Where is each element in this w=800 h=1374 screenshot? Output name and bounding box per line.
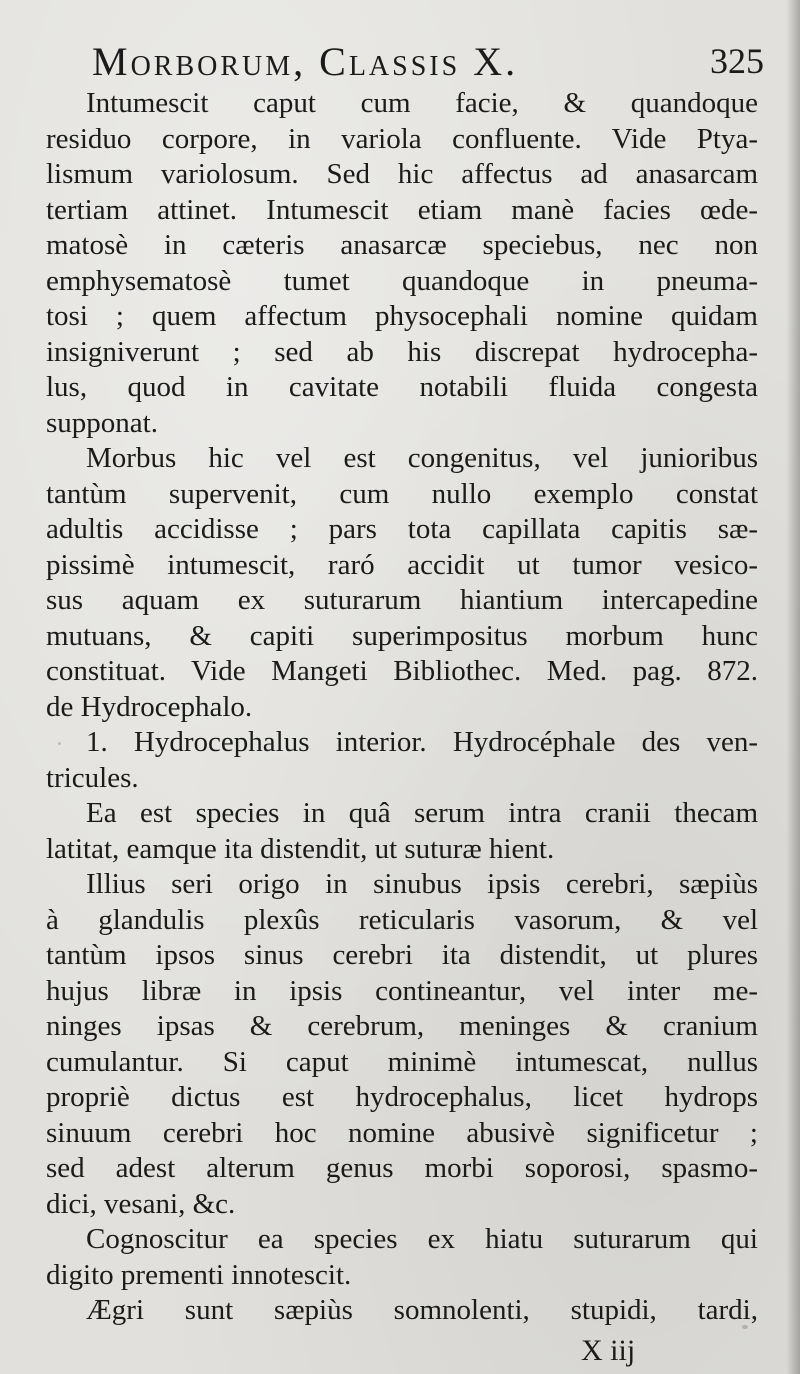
body-text <box>46 86 758 1329</box>
text-line: 1. Hydrocephalus interior. Hydrocéphale des ven- <box>86 726 758 758</box>
text-line: adultis accidisse ; pars tota capillata capitis sæ- <box>46 513 758 545</box>
text-line: supponat. <box>46 406 158 439</box>
text-line: tantùm supervenit, cum nullo exemplo constat <box>46 477 758 510</box>
text-line: Ægri sunt sæpiùs somnolenti, stupidi, tardi, <box>86 1294 758 1326</box>
text-line: digito prementi innotescit. <box>46 1258 352 1291</box>
text-line: Cognoscitur ea species ex hiatu suturarum qui <box>86 1223 758 1255</box>
text-line: Illius seri origo in sinubus ipsis cerebri, sæpiùs <box>86 868 758 900</box>
text-line: matosè in cæteris anasarcæ speciebus, nec non <box>46 229 758 261</box>
text-line: tantùm ipsos sinus cerebri ita distendit, ut plures <box>46 939 758 971</box>
text-line: à glandulis plexûs reticularis vasorum, & vel <box>46 903 758 936</box>
ink-speck <box>58 742 61 745</box>
text-line: Ea est species in quâ serum intra cranii thecam <box>86 797 758 829</box>
text-line: tosi ; quem affectum physocephali nomine quidam <box>46 300 758 332</box>
text-line: emphysematosè tumet quandoque in pneuma- <box>46 264 758 297</box>
text-line: dici, vesani, &c. <box>46 1187 236 1220</box>
text-line: de Hydrocephalo. <box>46 690 253 723</box>
text-line: cumulantur. Si caput minimè intumescat, nullus <box>46 1045 758 1078</box>
text-line: tricules. <box>46 761 139 794</box>
text-line: constituat. Vide Mangeti Bibliothec. Med. pag. 872. <box>46 655 758 687</box>
text-line: latitat, eamque ita distendit, ut suturæ hient. <box>46 832 555 865</box>
text-line: sed adest alterum genus morbi soporosi, spasmo- <box>46 1152 758 1184</box>
text-line: sinuum cerebri hoc nomine abusivè significetur ; <box>46 1116 758 1149</box>
text-line: tertiam attinet. Intumescit etiam manè facies œde- <box>46 193 758 226</box>
signature-mark: X iij <box>581 1334 636 1367</box>
text-line: sus aquam ex suturarum hiantium intercapedine <box>46 584 758 616</box>
text-line: propriè dictus est hydrocephalus, licet hydrops <box>46 1081 758 1113</box>
text-line: lus, quod in cavitate notabili fluida congesta <box>46 371 758 403</box>
running-title: Morborum, Classis X. <box>92 39 519 84</box>
text-line: Intumescit caput cum facie, & quandoque <box>86 87 758 119</box>
text-line: mutuans, & capiti superimpositus morbum hunc <box>46 619 758 652</box>
ink-speck <box>742 1325 748 1329</box>
text-line: ninges ipsas & cerebrum, meninges & cranium <box>46 1010 758 1042</box>
text-line: Morbus hic vel est congenitus, vel junioribus <box>86 442 758 474</box>
page-edge-shadow <box>786 0 800 1374</box>
text-line: insigniverunt ; sed ab his discrepat hydrocepha- <box>46 335 758 368</box>
page-number: 325 <box>710 41 764 81</box>
text-line: lismum variolosum. Sed hic affectus ad anasarcam <box>46 158 758 190</box>
text-line: residuo corpore, in variola confluente. Vide Ptya- <box>46 122 758 155</box>
text-line: pissimè intumescit, raró accidit ut tumor vesico- <box>46 548 758 581</box>
text-line: hujus libræ in ipsis contineantur, vel inter me- <box>46 974 758 1007</box>
running-head <box>92 38 764 88</box>
